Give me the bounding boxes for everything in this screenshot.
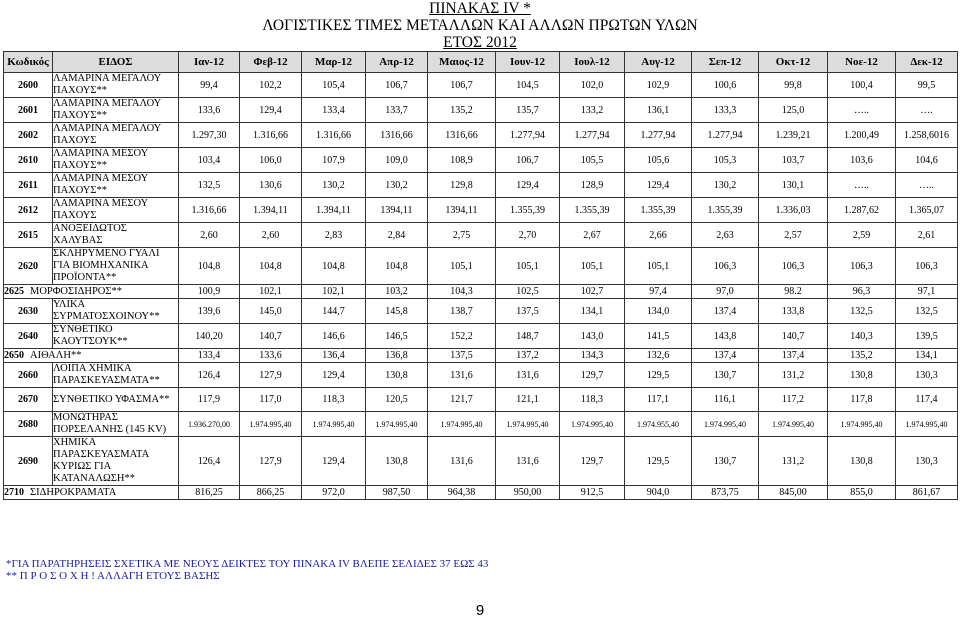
value-cell: 137,2	[496, 349, 560, 363]
table-body	[4, 73, 958, 500]
value-cell: 132,5	[179, 173, 240, 198]
value-cell: 131,6	[496, 437, 560, 486]
value-cell: 131,6	[428, 363, 496, 388]
value-cell: 121,7	[428, 388, 496, 412]
item-name: ΑΙΘΑΛΗ**	[30, 350, 82, 361]
value-cell: 107,9	[302, 148, 366, 173]
value-cell: 137,5	[428, 349, 496, 363]
item-code: 2710	[4, 487, 24, 498]
value-cell: 2,75	[428, 223, 496, 248]
value-cell: 129,4	[302, 363, 366, 388]
value-cell: 132,5	[896, 299, 958, 324]
value-cell: 2,61	[896, 223, 958, 248]
value-cell: 136,4	[302, 349, 366, 363]
value-cell: 118,3	[560, 388, 625, 412]
column-header: Νοε-12	[828, 52, 896, 73]
value-cell: 1.974.995,40	[692, 412, 759, 437]
value-cell: 117,2	[759, 388, 828, 412]
table-subtitle: ΛΟΓΙΣΤΙΚΕΣ ΤΙΜΕΣ ΜΕΤΑΛΛΩΝ ΚΑΙ ΑΛΛΩΝ ΠΡΩΤΩΝ ΥΛΩΝ	[262, 17, 698, 34]
value-cell: 2,84	[366, 223, 428, 248]
price-table	[3, 51, 958, 500]
value-cell: 1.365,07	[896, 198, 958, 223]
table-year: ΕΤΟΣ 2012	[443, 34, 517, 51]
value-cell: 104,8	[366, 248, 428, 285]
value-cell: 97,0	[692, 285, 759, 299]
value-cell: 100,6	[692, 73, 759, 98]
column-header: Μαρ-12	[302, 52, 366, 73]
item-name: ΣΙΔΗΡΟΚΡΑΜΑΤΑ	[30, 487, 117, 498]
value-cell: 1.974.995,40	[828, 412, 896, 437]
table-row	[4, 388, 958, 412]
value-cell: 987,50	[366, 486, 428, 500]
value-cell: 106,3	[828, 248, 896, 285]
value-cell: 106,7	[366, 73, 428, 98]
table-row	[4, 363, 958, 388]
item-code: 2660	[4, 363, 53, 388]
column-header: Ιαν-12	[179, 52, 240, 73]
value-cell: 100,4	[828, 73, 896, 98]
value-cell: 1.974.995,40	[560, 412, 625, 437]
value-cell: 1.277,94	[560, 123, 625, 148]
item-name: ΜΟΝΩΤΗΡΑΣ ΠΟΡΣΕΛΑΝΗΣ (145 KV)	[53, 412, 179, 437]
value-cell: 133,4	[302, 98, 366, 123]
value-cell: 140,7	[240, 324, 302, 349]
value-cell: 130,8	[828, 437, 896, 486]
value-cell: 143,0	[560, 324, 625, 349]
column-header: Απρ-12	[366, 52, 428, 73]
item-name: ΛΑΜΑΡΙΝΑ ΜΕΓΑΛΟΥ ΠΑΧΟΥΣ**	[53, 73, 179, 98]
value-cell: 130,2	[692, 173, 759, 198]
column-header: Φεβ-12	[240, 52, 302, 73]
value-cell: 2,67	[560, 223, 625, 248]
item-name: ΛΑΜΑΡΙΝΑ ΜΕΣΟΥ ΠΑΧΟΥΣ**	[53, 173, 179, 198]
value-cell: 2,83	[302, 223, 366, 248]
value-cell: 131,2	[759, 363, 828, 388]
value-cell: 134,3	[560, 349, 625, 363]
value-cell: 135,2	[828, 349, 896, 363]
value-cell: 104,8	[179, 248, 240, 285]
item-code: 2601	[4, 98, 53, 123]
item-name: ΣΥΝΘΕΤΙΚΟ ΥΦΑΣΜΑ**	[53, 388, 179, 412]
value-cell: 117,8	[828, 388, 896, 412]
item-code: 2680	[4, 412, 53, 437]
value-cell: 130,3	[896, 363, 958, 388]
value-cell: 137,4	[692, 299, 759, 324]
value-cell: 146,6	[302, 324, 366, 349]
value-cell: 130,8	[828, 363, 896, 388]
value-cell: 2,70	[496, 223, 560, 248]
value-cell: 98.2	[759, 285, 828, 299]
column-header: Κωδικός	[4, 52, 53, 73]
table-row	[4, 73, 958, 98]
table-row	[4, 324, 958, 349]
value-cell: 152,2	[428, 324, 496, 349]
value-cell: 2,63	[692, 223, 759, 248]
item-name: ΑΝΟΞΕΙΔΩΤΟΣ ΧΑΛΥΒΑΣ	[53, 223, 179, 248]
value-cell: 104,6	[896, 148, 958, 173]
item-code: 2630	[4, 299, 53, 324]
value-cell: 105,4	[302, 73, 366, 98]
value-cell: 129,7	[560, 437, 625, 486]
value-cell: 130,6	[240, 173, 302, 198]
table-row	[4, 223, 958, 248]
column-header: Σεπ-12	[692, 52, 759, 73]
value-cell: 135,7	[496, 98, 560, 123]
value-cell: 1.277,94	[496, 123, 560, 148]
value-cell: 129,5	[625, 437, 692, 486]
value-cell: 106,7	[428, 73, 496, 98]
value-cell: 2,60	[240, 223, 302, 248]
value-cell: 104,3	[428, 285, 496, 299]
value-cell: 904,0	[625, 486, 692, 500]
value-cell: 129,4	[302, 437, 366, 486]
value-cell: …..	[828, 173, 896, 198]
value-cell: 129,5	[625, 363, 692, 388]
value-cell: 129,4	[240, 98, 302, 123]
value-cell: 109,0	[366, 148, 428, 173]
value-cell: 105,1	[625, 248, 692, 285]
item-code: 2690	[4, 437, 53, 486]
table-row	[4, 349, 958, 363]
value-cell: 145,8	[366, 299, 428, 324]
value-cell: 1.355,39	[692, 198, 759, 223]
value-cell: 1.974.955,40	[625, 412, 692, 437]
value-cell: 1.316,66	[240, 123, 302, 148]
item-name: ΛΑΜΑΡΙΝΑ ΜΕΣΟΥ ΠΑΧΟΥΣ**	[53, 148, 179, 173]
value-cell: 2,66	[625, 223, 692, 248]
value-cell: 139,5	[896, 324, 958, 349]
value-cell: 97,1	[896, 285, 958, 299]
value-cell: 2,60	[179, 223, 240, 248]
column-header: Οκτ-12	[759, 52, 828, 73]
value-cell: 137,4	[692, 349, 759, 363]
item-code: 2615	[4, 223, 53, 248]
value-cell: 972,0	[302, 486, 366, 500]
value-cell: 148,7	[496, 324, 560, 349]
value-cell: 133,4	[179, 349, 240, 363]
value-cell: 137,4	[759, 349, 828, 363]
value-cell: 1.200,49	[828, 123, 896, 148]
value-cell: 132,5	[828, 299, 896, 324]
value-cell: 121,1	[496, 388, 560, 412]
item-cell	[4, 486, 179, 500]
value-cell: 133,6	[240, 349, 302, 363]
value-cell: 104,8	[240, 248, 302, 285]
value-cell: 105,5	[560, 148, 625, 173]
value-cell: 140,7	[759, 324, 828, 349]
value-cell: 136,8	[366, 349, 428, 363]
value-cell: 912,5	[560, 486, 625, 500]
value-cell: 99,4	[179, 73, 240, 98]
value-cell: 143,8	[692, 324, 759, 349]
value-cell: 1.936.270,00	[179, 412, 240, 437]
value-cell: 132,6	[625, 349, 692, 363]
value-cell: 1.287,62	[828, 198, 896, 223]
column-header: Μαιος-12	[428, 52, 496, 73]
value-cell: 100,9	[179, 285, 240, 299]
value-cell: 105,1	[560, 248, 625, 285]
value-cell: 96,3	[828, 285, 896, 299]
value-cell: 1.394,11	[240, 198, 302, 223]
value-cell: 140,3	[828, 324, 896, 349]
value-cell: 102,2	[240, 73, 302, 98]
value-cell: 97,4	[625, 285, 692, 299]
value-cell: 106,3	[692, 248, 759, 285]
item-cell	[4, 285, 179, 299]
item-code: 2650	[4, 350, 24, 361]
value-cell: 130,7	[692, 437, 759, 486]
value-cell: 116,1	[692, 388, 759, 412]
table-title: ΠΙΝΑΚΑΣ IV *	[429, 0, 531, 17]
value-cell: 136,1	[625, 98, 692, 123]
value-cell: 102,0	[560, 73, 625, 98]
value-cell: 130,1	[759, 173, 828, 198]
table-row	[4, 437, 958, 486]
item-code: 2612	[4, 198, 53, 223]
value-cell: 1.277,94	[692, 123, 759, 148]
value-cell: 1394,11	[366, 198, 428, 223]
table-row	[4, 248, 958, 285]
value-cell: …..	[896, 173, 958, 198]
value-cell: 103,7	[759, 148, 828, 173]
value-cell: 1.394,11	[302, 198, 366, 223]
value-cell: 1.316,66	[179, 198, 240, 223]
value-cell: 134,1	[896, 349, 958, 363]
value-cell: 102,9	[625, 73, 692, 98]
table-row	[4, 285, 958, 299]
table-row	[4, 299, 958, 324]
value-cell: 117,4	[896, 388, 958, 412]
item-name: ΧΗΜΙΚΑ ΠΑΡΑΣΚΕΥΑΣΜΑΤΑ ΚΥΡΙΩΣ ΓΙΑ ΚΑΤΑΝΑΛΩΣΗ**	[53, 437, 179, 486]
value-cell: 129,8	[428, 173, 496, 198]
value-cell: 106,3	[896, 248, 958, 285]
value-cell: 106,7	[496, 148, 560, 173]
item-cell	[4, 349, 179, 363]
table-row	[4, 148, 958, 173]
item-name: ΥΛΙΚΑ ΣΥΡΜΑΤΟΣΧΟΙΝΟΥ**	[53, 299, 179, 324]
item-code: 2611	[4, 173, 53, 198]
value-cell: 105,1	[496, 248, 560, 285]
value-cell: 134,0	[625, 299, 692, 324]
value-cell: 129,7	[560, 363, 625, 388]
value-cell: 138,7	[428, 299, 496, 324]
value-cell: 131,6	[496, 363, 560, 388]
value-cell: 106,0	[240, 148, 302, 173]
value-cell: 1.974.995,40	[896, 412, 958, 437]
value-cell: 1.974.995,40	[302, 412, 366, 437]
value-cell: 102,7	[560, 285, 625, 299]
value-cell: …..	[828, 98, 896, 123]
value-cell: 1.336,03	[759, 198, 828, 223]
value-cell: 130,8	[366, 363, 428, 388]
footnote: *ΓΙΑ ΠΑΡΑΤΗΡΗΣΕΙΣ ΣΧΕΤΙΚΑ ΜΕ ΝΕΟΥΣ ΔΕΙΚΤΕΣ ΤΟΥ ΠΙΝΑΚΑ IV ΒΛΕΠΕ ΣΕΛΙΔΕΣ 37 ΕΩΣ 43	[6, 558, 489, 570]
value-cell: 139,6	[179, 299, 240, 324]
item-name: ΛΑΜΑΡΙΝΑ ΜΕΣΟΥ ΠΑΧΟΥΣ	[53, 198, 179, 223]
value-cell: 129,4	[496, 173, 560, 198]
value-cell: 133,3	[692, 98, 759, 123]
value-cell: 130,2	[366, 173, 428, 198]
page-number: 9	[475, 602, 485, 619]
value-cell: 105,3	[692, 148, 759, 173]
item-name: ΛΑΜΑΡΙΝΑ ΜΕΓΑΛΟΥ ΠΑΧΟΥΣ**	[53, 98, 179, 123]
value-cell: 1.258,6016	[896, 123, 958, 148]
value-cell: 1.974.995,40	[496, 412, 560, 437]
value-cell: 146,5	[366, 324, 428, 349]
value-cell: 1.297,30	[179, 123, 240, 148]
value-cell: 855,0	[828, 486, 896, 500]
value-cell: 1.355,39	[625, 198, 692, 223]
column-header: Ιουν-12	[496, 52, 560, 73]
value-cell: 130,3	[896, 437, 958, 486]
item-name: ΛΑΜΑΡΙΝΑ ΜΕΓΑΛΟΥ ΠΑΧΟΥΣ	[53, 123, 179, 148]
table-row	[4, 123, 958, 148]
value-cell: 120,5	[366, 388, 428, 412]
column-header: Αυγ-12	[625, 52, 692, 73]
value-cell: 1316,66	[366, 123, 428, 148]
value-cell: 2,57	[759, 223, 828, 248]
header-row	[4, 52, 958, 73]
value-cell: 873,75	[692, 486, 759, 500]
value-cell: 1394,11	[428, 198, 496, 223]
value-cell: 950,00	[496, 486, 560, 500]
value-cell: 130,7	[692, 363, 759, 388]
value-cell: 861,67	[896, 486, 958, 500]
value-cell: 130,2	[302, 173, 366, 198]
value-cell: 126,4	[179, 437, 240, 486]
value-cell: 117,9	[179, 388, 240, 412]
value-cell: 103,4	[179, 148, 240, 173]
value-cell: 2,59	[828, 223, 896, 248]
value-cell: 1.316,66	[302, 123, 366, 148]
value-cell: 102,1	[302, 285, 366, 299]
value-cell: 105,1	[428, 248, 496, 285]
column-header: Ιουλ-12	[560, 52, 625, 73]
value-cell: 99,8	[759, 73, 828, 98]
value-cell: 964,38	[428, 486, 496, 500]
table-row	[4, 412, 958, 437]
value-cell: 141,5	[625, 324, 692, 349]
value-cell: 103,2	[366, 285, 428, 299]
value-cell: 99,5	[896, 73, 958, 98]
item-name: ΛΟΙΠΑ ΧΗΜΙΚΑ ΠΑΡΑΣΚΕΥΑΣΜΑΤΑ**	[53, 363, 179, 388]
item-code: 2640	[4, 324, 53, 349]
item-code: 2670	[4, 388, 53, 412]
value-cell: 117,1	[625, 388, 692, 412]
value-cell: 1.239,21	[759, 123, 828, 148]
footnotes	[6, 558, 488, 582]
value-cell: 1316,66	[428, 123, 496, 148]
value-cell: 133,8	[759, 299, 828, 324]
value-cell: 102,1	[240, 285, 302, 299]
value-cell: 816,25	[179, 486, 240, 500]
value-cell: 104,5	[496, 73, 560, 98]
value-cell: 103,6	[828, 148, 896, 173]
value-cell: 125,0	[759, 98, 828, 123]
value-cell: 845,00	[759, 486, 828, 500]
value-cell: 140,20	[179, 324, 240, 349]
value-cell: 137,5	[496, 299, 560, 324]
column-header: ΕΙΔΟΣ	[53, 52, 179, 73]
item-name: ΜΟΡΦΟΣΙΔΗΡΟΣ**	[30, 286, 122, 297]
item-name: ΣΚΛΗΡΥΜΕΝΟ ΓΥΑΛΙ ΓΙΑ ΒΙΟΜΗΧΑΝΙΚΑ ΠΡΟΪΟΝΤΑ**	[53, 248, 179, 285]
value-cell: 1.974.995,40	[428, 412, 496, 437]
value-cell: 866,25	[240, 486, 302, 500]
value-cell: 1.355,39	[560, 198, 625, 223]
value-cell: 1.974.995,40	[366, 412, 428, 437]
value-cell: 108,9	[428, 148, 496, 173]
value-cell: 145,0	[240, 299, 302, 324]
table-row	[4, 98, 958, 123]
value-cell: 133,2	[560, 98, 625, 123]
value-cell: 1.277,94	[625, 123, 692, 148]
item-code: 2602	[4, 123, 53, 148]
value-cell: 106,3	[759, 248, 828, 285]
value-cell: 129,4	[625, 173, 692, 198]
value-cell: 130,8	[366, 437, 428, 486]
value-cell: 126,4	[179, 363, 240, 388]
value-cell: ….	[896, 98, 958, 123]
column-header: Δεκ-12	[896, 52, 958, 73]
item-code: 2610	[4, 148, 53, 173]
value-cell: 118,3	[302, 388, 366, 412]
table-row	[4, 198, 958, 223]
item-code: 2600	[4, 73, 53, 98]
value-cell: 127,9	[240, 363, 302, 388]
item-name: ΣΥΝΘΕΤΙΚΟ ΚΑΟΥΤΣΟΥΚ**	[53, 324, 179, 349]
value-cell: 117,0	[240, 388, 302, 412]
title-block	[0, 0, 960, 51]
value-cell: 133,7	[366, 98, 428, 123]
value-cell: 133,6	[179, 98, 240, 123]
table-row	[4, 173, 958, 198]
value-cell: 128,9	[560, 173, 625, 198]
value-cell: 131,6	[428, 437, 496, 486]
value-cell: 135,2	[428, 98, 496, 123]
value-cell: 1.974.995,40	[759, 412, 828, 437]
value-cell: 105,6	[625, 148, 692, 173]
value-cell: 144,7	[302, 299, 366, 324]
value-cell: 1.355,39	[496, 198, 560, 223]
table-row	[4, 486, 958, 500]
item-code: 2620	[4, 248, 53, 285]
value-cell: 127,9	[240, 437, 302, 486]
value-cell: 102,5	[496, 285, 560, 299]
value-cell: 104,8	[302, 248, 366, 285]
value-cell: 1.974.995,40	[240, 412, 302, 437]
footnote: ** Π Ρ Ο Σ Ο Χ Η ! ΑΛΛΑΓΗ ΕΤΟΥΣ ΒΑΣΗΣ	[6, 570, 220, 582]
value-cell: 134,1	[560, 299, 625, 324]
value-cell: 131,2	[759, 437, 828, 486]
item-code: 2625	[4, 286, 24, 297]
